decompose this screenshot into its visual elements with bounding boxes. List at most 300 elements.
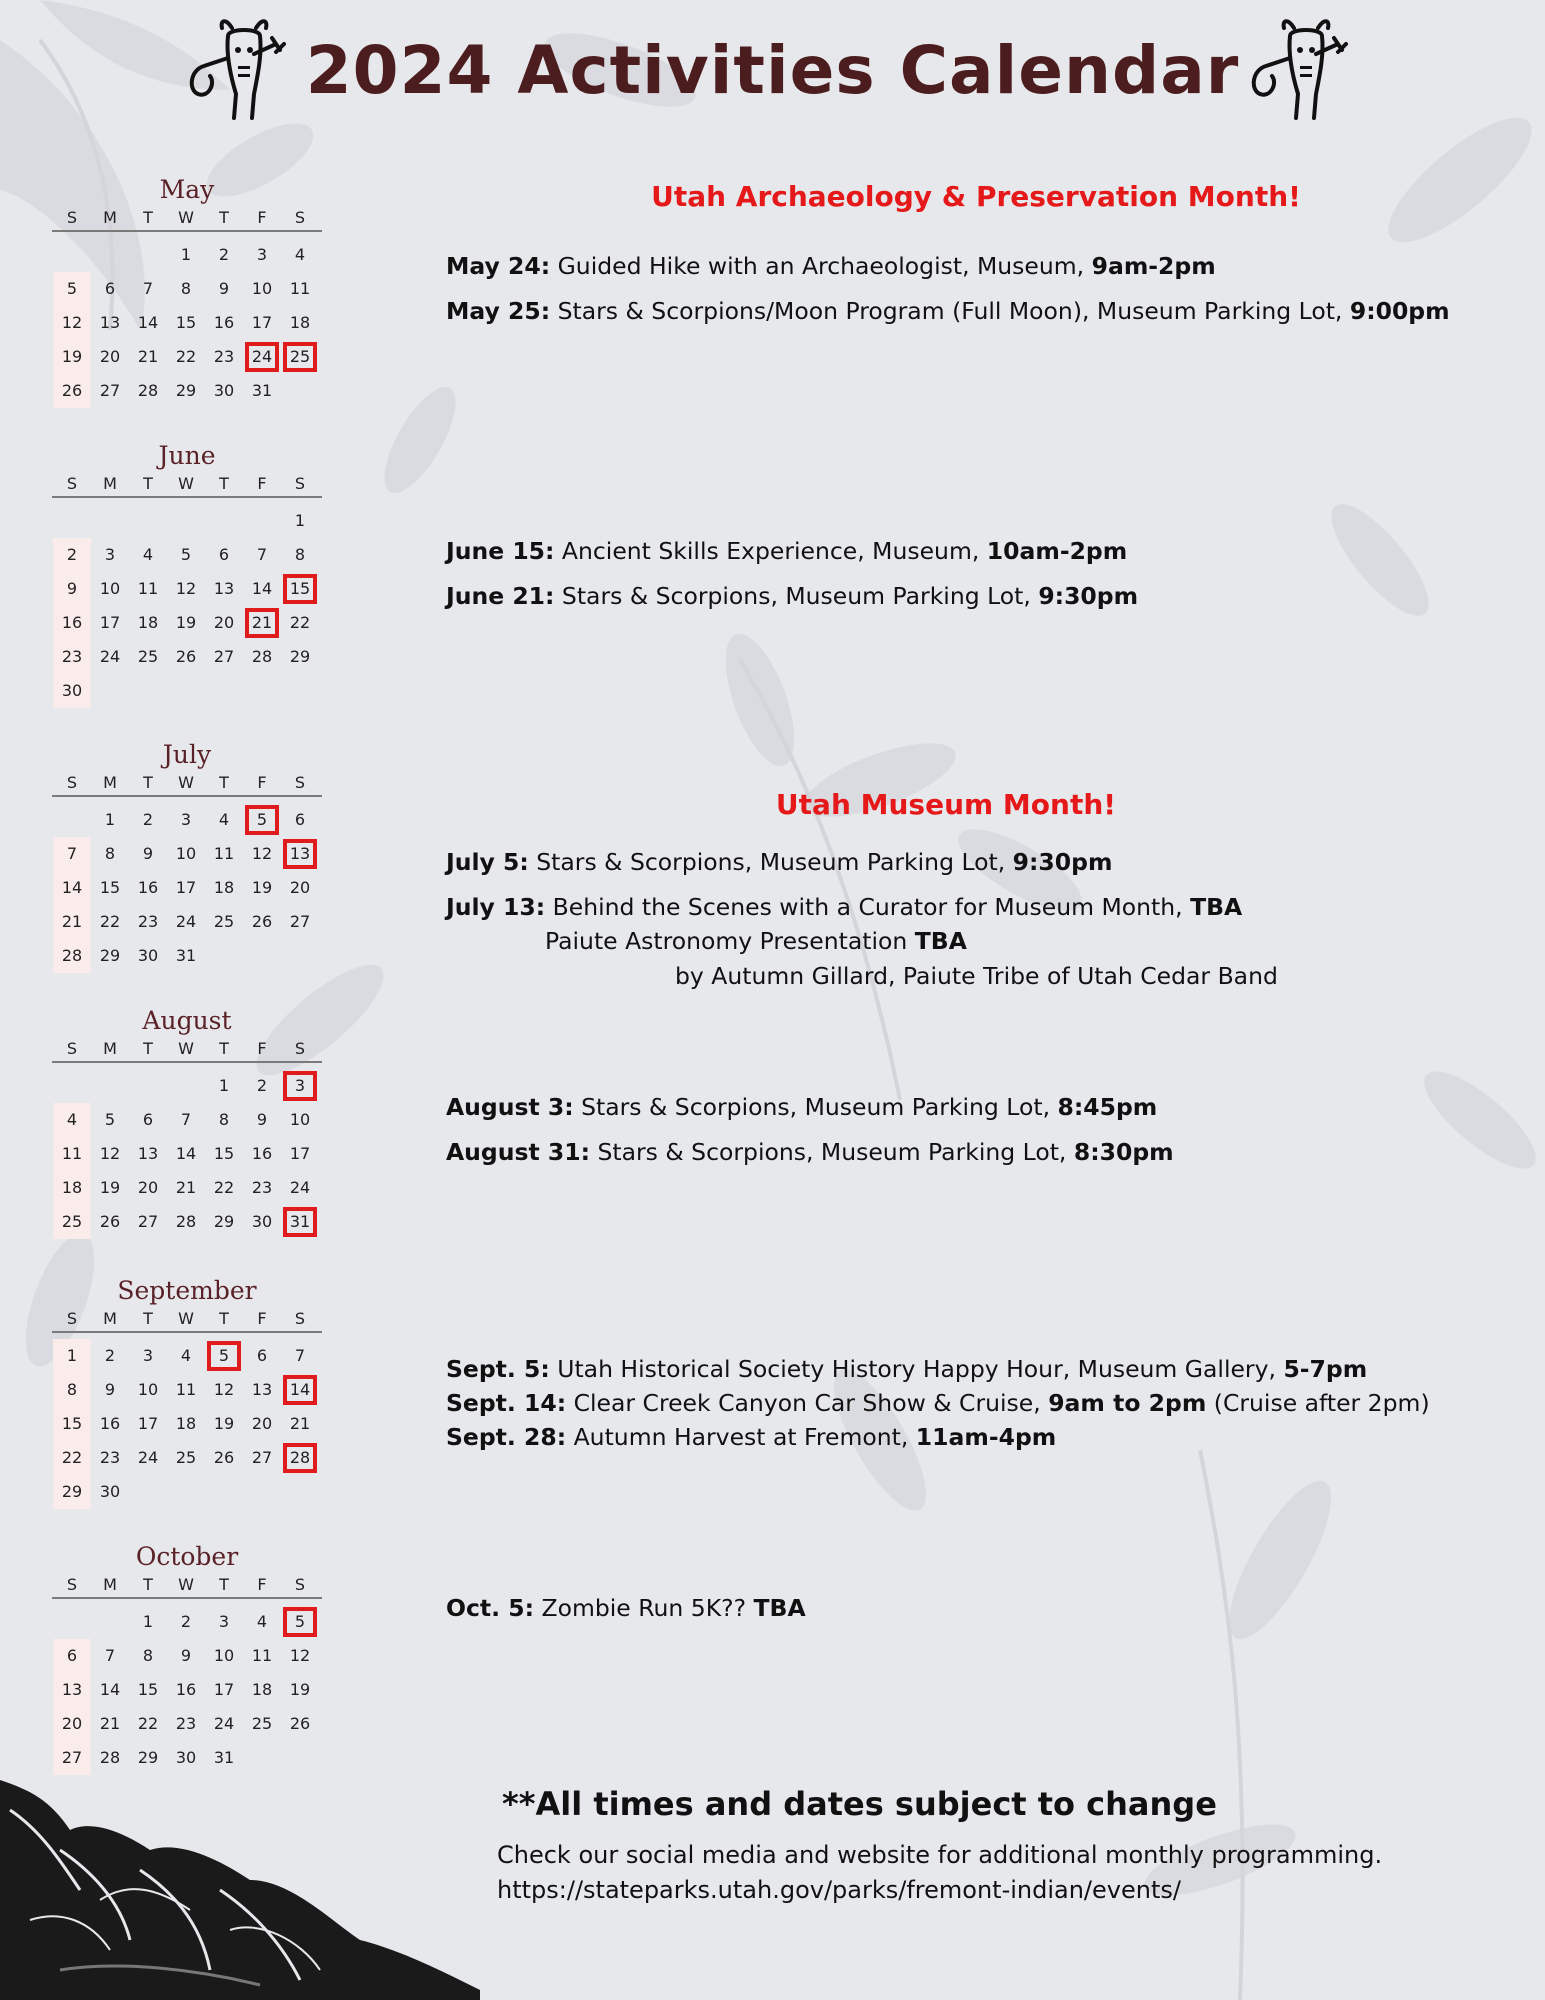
day-cell: 16 [53,606,91,640]
week-row [52,340,322,374]
day-cell: 13 [53,1673,91,1707]
event-june-15 [446,537,1127,565]
weekday-label: M [103,208,117,227]
day-cell: 6 [294,810,306,829]
event-desc: Zombie Run 5K?? [534,1594,754,1622]
day-cell: 30 [53,674,91,708]
day-cell: 25 [53,1205,91,1239]
weekday-label: S [294,1575,306,1594]
weekday-label: T [143,1309,153,1328]
day-cell: 6 [142,1110,154,1129]
day-cell: 16 [99,1414,121,1433]
day-cell: 10 [137,1380,159,1399]
day-cell: 18 [137,613,159,632]
weekday-label: S [66,208,78,227]
weekday-label: M [103,1039,117,1058]
day-cell: 22 [289,613,311,632]
day-cell: 1 [294,511,306,530]
day-cell: 28 [53,939,91,973]
event-july-13-second-line [545,927,967,955]
day-cell: 15 [53,1407,91,1441]
day-cell: 1 [53,1339,91,1373]
day-cell: 16 [251,1144,273,1163]
event-desc: Clear Creek Canyon Car Show & Cruise, [566,1389,1049,1417]
day-cell: 25 [175,1448,197,1467]
event-time: 9am-2pm [1091,252,1216,280]
day-cell: 4 [294,245,306,264]
petroglyph-figure-icon [180,14,300,130]
week-row [52,1171,322,1205]
event-desc: Autumn Harvest at Fremont, [566,1423,916,1451]
weekday-label: W [178,1575,194,1594]
week-row [52,1373,322,1407]
day-cell: 6 [53,1639,91,1673]
day-cell: 29 [99,946,121,965]
day-cell: 14 [53,871,91,905]
day-cell: 23 [175,1714,197,1733]
week-row [52,1639,322,1673]
day-cell: 17 [289,1144,311,1163]
day-cell: 20 [99,347,121,366]
day-cell: 3 [142,1346,154,1365]
week-row [52,1707,322,1741]
day-cell: 9 [53,572,91,606]
event-time: 9:30pm [1012,848,1113,876]
month-name: October [135,1542,239,1571]
weekday-label: T [219,474,229,493]
day-cell: 9 [180,1646,192,1665]
day-cell: 3 [180,810,192,829]
event-may-24 [446,252,1216,280]
day-cell: 12 [251,844,273,863]
day-cell: 20 [251,1414,273,1433]
day-cell: 30 [99,1482,121,1501]
month-name: May [159,175,215,204]
day-cell: 14 [99,1680,121,1699]
weekday-label: S [294,474,306,493]
calendar-may [52,172,322,408]
day-cell: 22 [53,1441,91,1475]
weekday-label: S [66,1575,78,1594]
day-cell: 15 [137,1680,159,1699]
weekday-label: T [143,1575,153,1594]
week-row [52,837,322,871]
event-day-cell: 28 [281,1441,319,1475]
weekday-label: T [219,773,229,792]
day-cell: 7 [256,545,268,564]
footer-website-link[interactable]: https://stateparks.utah.gov/parks/fremont-indian/events/ [497,1876,1181,1904]
week-row [52,1407,322,1441]
day-cell: 18 [175,1414,197,1433]
day-cell: 24 [175,912,197,931]
weekday-label: W [178,773,194,792]
event-july-5 [446,848,1112,876]
day-cell: 30 [213,381,235,400]
event-time: TBA [753,1594,806,1622]
day-cell: 7 [104,1646,116,1665]
event-time: 5-7pm [1283,1355,1368,1383]
event-day-cell: 5 [205,1339,243,1373]
day-cell: 7 [180,1110,192,1129]
day-cell: 12 [175,579,197,598]
event-desc: Stars & Scorpions, Museum Parking Lot, [589,1138,1074,1166]
petroglyph-figure-icon [1242,14,1362,130]
day-cell: 25 [213,912,235,931]
weekday-label: M [103,773,117,792]
weekday-header [52,1575,322,1599]
day-cell: 26 [53,374,91,408]
day-cell: 14 [251,579,273,598]
weekday-label: F [257,773,267,792]
event-august-3 [446,1093,1157,1121]
event-date: Sept. 28: [446,1423,567,1451]
weekday-label: T [219,208,229,227]
event-time: 8:30pm [1073,1138,1174,1166]
day-cell: 11 [137,579,159,598]
weekday-header [52,474,322,498]
event-desc: Stars & Scorpions, Museum Parking Lot, [554,582,1039,610]
event-day-cell: 21 [243,606,281,640]
day-cell: 16 [213,313,235,332]
event-day-cell: 14 [281,1373,319,1407]
day-cell: 27 [53,1741,91,1775]
day-cell: 21 [175,1178,197,1197]
event-desc: Stars & Scorpions/Moon Program (Full Moon), Museum Parking Lot, [550,297,1350,325]
weekday-label: M [103,1575,117,1594]
day-cell: 11 [251,1646,273,1665]
day-cell: 10 [251,279,273,298]
day-cell: 16 [137,878,159,897]
weekday-label: F [257,1039,267,1058]
day-cell: 22 [175,347,197,366]
day-cell: 2 [142,810,154,829]
day-cell: 2 [104,1346,116,1365]
day-cell: 1 [142,1612,154,1631]
event-desc: Guided Hike with an Archaeologist, Museum, [550,252,1092,280]
day-cell: 26 [99,1212,121,1231]
month-name: August [142,1006,232,1035]
day-cell: 26 [289,1714,311,1733]
day-cell: 13 [213,579,235,598]
week-row [52,1605,322,1639]
event-july-13-presenter: by Autumn Gillard, Paiute Tribe of Utah Cedar Band [675,962,1278,990]
day-cell: 5 [53,272,91,306]
day-cell: 8 [142,1646,154,1665]
day-cell: 2 [180,1612,192,1631]
day-cell: 8 [104,844,116,863]
day-cell: 28 [175,1212,197,1231]
event-date: August 3: [446,1093,574,1121]
weekday-label: F [257,1309,267,1328]
day-cell: 2 [256,1076,268,1095]
weekday-label: T [143,208,153,227]
day-cell: 29 [289,647,311,666]
event-oct-5 [446,1594,806,1622]
day-cell: 19 [213,1414,235,1433]
week-row [52,1441,322,1475]
day-cell: 14 [137,313,159,332]
weekday-label: M [103,1309,117,1328]
weekday-label: W [178,1309,194,1328]
event-day-cell: 25 [281,340,319,374]
calendar-june [52,438,322,708]
weekday-header [52,208,322,232]
weekday-label: S [66,1039,78,1058]
event-date: July 13: [446,893,546,921]
event-time: 9:00pm [1349,297,1450,325]
weekday-label: S [66,1309,78,1328]
day-cell: 8 [53,1373,91,1407]
day-cell: 26 [213,1448,235,1467]
weekday-label: W [178,208,194,227]
weekday-label: T [219,1575,229,1594]
day-cell: 11 [213,844,235,863]
heading-museum-month: Utah Museum Month! [775,788,1117,821]
day-cell: 4 [256,1612,268,1631]
event-desc: Behind the Scenes with a Curator for Museum Month, [545,893,1191,921]
day-cell: 21 [53,905,91,939]
day-cell: 15 [175,313,197,332]
event-date: May 25: [446,297,551,325]
day-cell: 18 [289,313,311,332]
day-cell: 7 [142,279,154,298]
day-cell: 12 [213,1380,235,1399]
day-cell: 29 [137,1748,159,1767]
day-cell: 10 [289,1110,311,1129]
day-cell: 11 [175,1380,197,1399]
day-cell: 11 [289,279,311,298]
day-cell: 10 [213,1646,235,1665]
day-cell: 9 [256,1110,268,1129]
day-cell: 25 [137,647,159,666]
day-cell: 30 [251,1212,273,1231]
day-cell: 30 [137,946,159,965]
footer-social-note: Check our social media and website for additional monthly programming. [497,1841,1383,1869]
weekday-label: S [294,773,306,792]
day-cell: 6 [256,1346,268,1365]
event-day-cell: 24 [243,340,281,374]
day-cell: 13 [251,1380,273,1399]
day-cell: 28 [137,381,159,400]
day-cell: 1 [180,245,192,264]
calendar-september [52,1273,322,1509]
day-cell: 19 [175,613,197,632]
event-date: August 31: [446,1138,590,1166]
week-row [52,640,322,674]
week-row [52,939,322,973]
day-cell: 6 [218,545,230,564]
week-row [52,238,322,272]
day-cell: 21 [99,1714,121,1733]
day-cell: 12 [99,1144,121,1163]
day-cell: 1 [104,810,116,829]
calendar-august [52,1003,322,1239]
day-cell: 7 [53,837,91,871]
day-cell: 22 [99,912,121,931]
week-row [52,1339,322,1373]
month-name: September [117,1276,257,1305]
event-time: TBA [914,927,967,955]
day-cell: 8 [180,279,192,298]
day-cell: 6 [104,279,116,298]
day-cell: 20 [137,1178,159,1197]
week-row [52,272,322,306]
day-cell: 9 [104,1380,116,1399]
weekday-label: T [143,773,153,792]
weekday-label: S [66,474,78,493]
week-row [52,1673,322,1707]
event-desc: Utah Historical Society History Happy Hour, Museum Gallery, [549,1355,1284,1383]
day-cell: 18 [251,1680,273,1699]
day-cell: 22 [213,1178,235,1197]
event-time: 8:45pm [1057,1093,1158,1121]
day-cell: 16 [175,1680,197,1699]
weekday-label: F [257,1575,267,1594]
day-cell: 19 [251,878,273,897]
day-cell: 31 [213,1748,235,1767]
day-cell: 26 [175,647,197,666]
weekday-label: F [257,474,267,493]
week-row [52,674,322,708]
week-row [52,606,322,640]
page-title: 2024 Activities Calendar [305,32,1240,109]
day-cell: 3 [104,545,116,564]
event-august-31 [446,1138,1174,1166]
day-cell: 17 [99,613,121,632]
week-row [52,306,322,340]
day-cell: 22 [137,1714,159,1733]
weekday-label: M [103,474,117,493]
week-row [52,905,322,939]
day-cell: 27 [137,1212,159,1231]
event-day-cell: 3 [281,1069,319,1103]
weekday-label: S [294,1309,306,1328]
weekday-label: S [294,208,306,227]
event-day-cell: 5 [243,803,281,837]
month-name: July [162,740,212,769]
week-row [52,1103,322,1137]
week-row [52,803,322,837]
day-cell: 13 [99,313,121,332]
day-cell: 13 [137,1144,159,1163]
week-row [52,871,322,905]
heading-archaeology-month: Utah Archaeology & Preservation Month! [651,180,1301,213]
day-cell: 25 [251,1714,273,1733]
day-cell: 28 [251,647,273,666]
day-cell: 4 [53,1103,91,1137]
event-day-cell: 13 [281,837,319,871]
event-may-25 [446,297,1450,325]
day-cell: 27 [99,381,121,400]
day-cell: 15 [213,1144,235,1163]
weekday-header [52,1309,322,1333]
weekday-label: W [178,474,194,493]
day-cell: 10 [99,579,121,598]
canyon-landscape-illustration [0,1770,500,2000]
week-row [52,374,322,408]
day-cell: 11 [53,1137,91,1171]
event-desc: Stars & Scorpions, Museum Parking Lot, [573,1093,1058,1121]
day-cell: 23 [213,347,235,366]
disclaimer: **All times and dates subject to change [502,1785,1217,1823]
event-time: 9:30pm [1038,582,1139,610]
calendar-july [52,737,322,973]
day-cell: 24 [137,1448,159,1467]
day-cell: 27 [251,1448,273,1467]
event-note: (Cruise after 2pm) [1206,1389,1430,1417]
day-cell: 3 [256,245,268,264]
day-cell: 15 [99,878,121,897]
day-cell: 29 [53,1475,91,1509]
day-cell: 5 [180,545,192,564]
event-date: May 24: [446,252,551,280]
day-cell: 17 [213,1680,235,1699]
day-cell: 8 [294,545,306,564]
event-date: Sept. 5: [446,1355,550,1383]
day-cell: 17 [137,1414,159,1433]
day-cell: 23 [99,1448,121,1467]
day-cell: 5 [104,1110,116,1129]
weekday-label: T [219,1309,229,1328]
week-row [52,572,322,606]
event-desc: Paiute Astronomy Presentation [545,927,915,955]
day-cell: 21 [137,347,159,366]
week-row [52,504,322,538]
event-july-13 [446,893,1242,921]
month-name: June [158,441,216,470]
day-cell: 31 [251,381,273,400]
day-cell: 7 [294,1346,306,1365]
day-cell: 21 [289,1414,311,1433]
event-date: July 5: [446,848,529,876]
day-cell: 1 [218,1076,230,1095]
day-cell: 28 [99,1748,121,1767]
week-row [52,538,322,572]
weekday-label: W [178,1039,194,1058]
week-row [52,1137,322,1171]
event-time: 10am-2pm [986,537,1128,565]
day-cell: 27 [289,912,311,931]
day-cell: 24 [99,647,121,666]
weekday-header [52,1039,322,1063]
day-cell: 8 [218,1110,230,1129]
header [0,8,1545,138]
day-cell: 12 [53,306,91,340]
day-cell: 29 [213,1212,235,1231]
event-time: 9am to 2pm [1048,1389,1207,1417]
day-cell: 18 [53,1171,91,1205]
day-cell: 20 [213,613,235,632]
day-cell: 20 [289,878,311,897]
day-cell: 23 [137,912,159,931]
weekday-label: S [66,773,78,792]
event-sept-5 [446,1355,1367,1383]
day-cell: 4 [142,545,154,564]
day-cell: 31 [175,946,197,965]
day-cell: 19 [99,1178,121,1197]
day-cell: 2 [53,538,91,572]
event-sept-28 [446,1423,1056,1451]
day-cell: 23 [53,640,91,674]
weekday-label: T [143,1039,153,1058]
day-cell: 3 [218,1612,230,1631]
day-cell: 26 [251,912,273,931]
day-cell: 24 [289,1178,311,1197]
weekday-label: T [219,1039,229,1058]
event-time: 11am-4pm [915,1423,1057,1451]
day-cell: 9 [218,279,230,298]
day-cell: 20 [53,1707,91,1741]
